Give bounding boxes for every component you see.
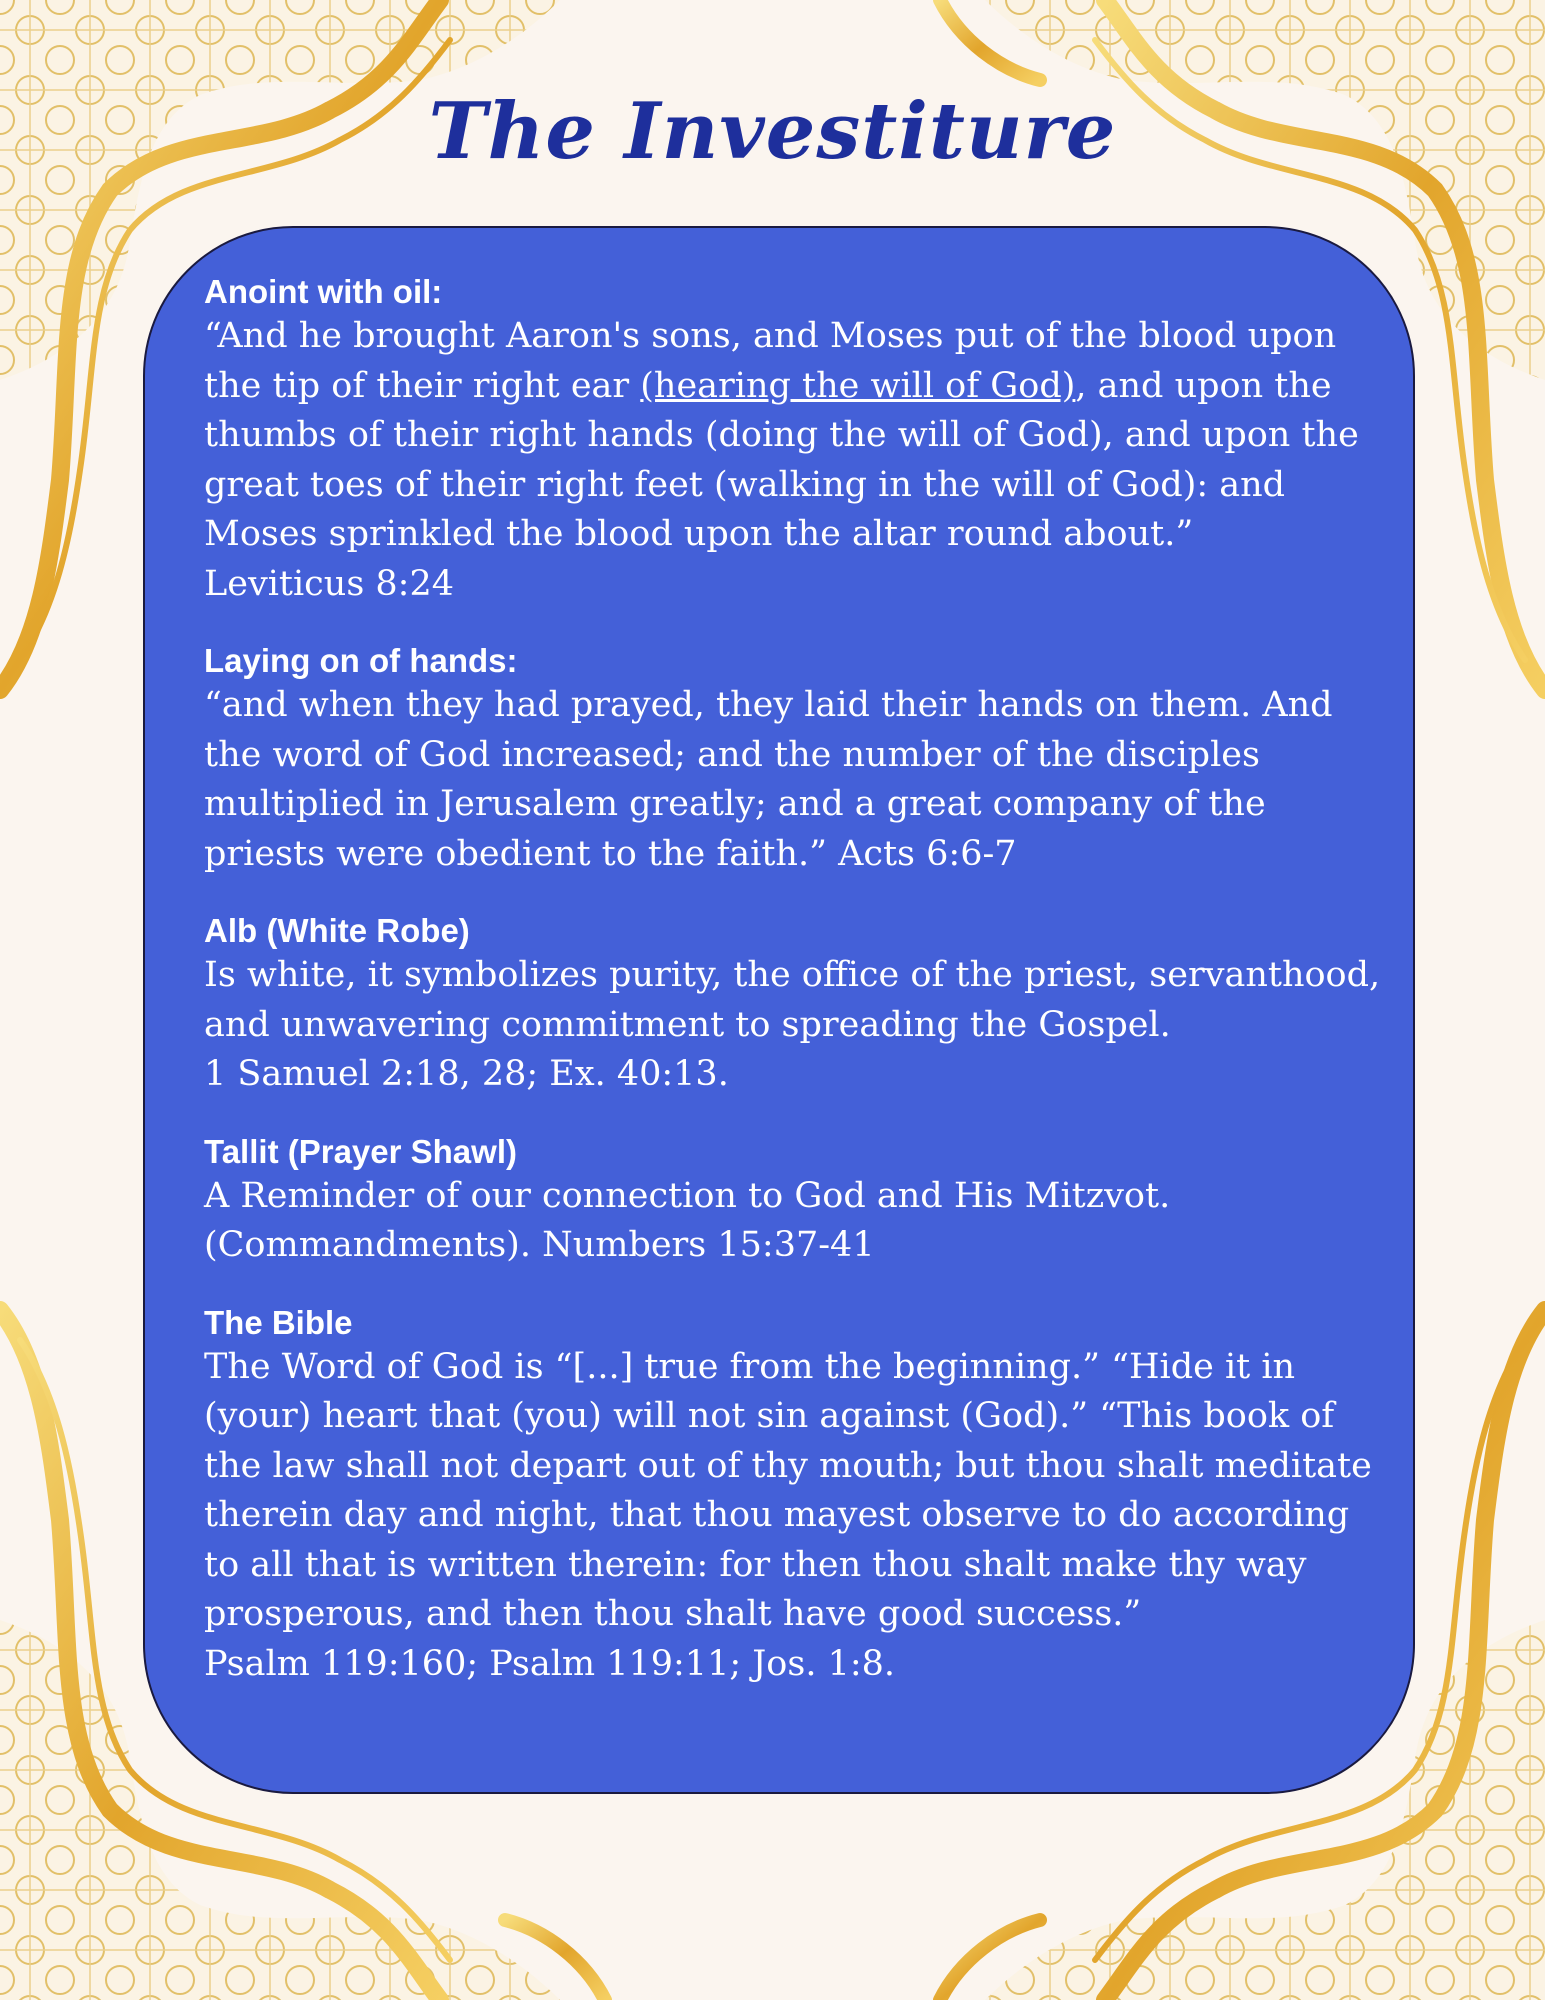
section-heading: Tallit (Prayer Shawl) bbox=[204, 1132, 517, 1170]
section-heading: Laying on of hands: bbox=[204, 642, 518, 679]
section-the-bible bbox=[204, 1303, 1384, 1690]
section-alb bbox=[204, 911, 1384, 1100]
section-text: Is white, it symbolizes purity, the office of the priest, servanthood, and unwavering commitment to spreading the Gospel. bbox=[204, 955, 1381, 1045]
page-title: The Investiture bbox=[428, 86, 1117, 177]
section-tallit bbox=[204, 1132, 1384, 1271]
text-part: , and upon the thumbs of their right hands (doing the will of God), and upon the great toes of their right feet (walking in the will of God): and Moses sprinkled the blood upon the altar round about.” bbox=[204, 365, 1359, 554]
section-reference: Leviticus 8:24 bbox=[204, 563, 455, 604]
section-laying-on-of-hands bbox=[204, 641, 1384, 879]
section-text bbox=[204, 312, 1384, 560]
section-heading: The Bible bbox=[204, 1303, 353, 1341]
section-reference: 1 Samuel 2:18, 28; Ex. 40:13. bbox=[204, 1054, 729, 1094]
section-text: A Reminder of our connection to God and His Mitzvot. (Commandments). Numbers 15:37-41 bbox=[204, 1175, 1171, 1265]
section-text: The Word of God is “[...] true from the beginning.” “Hide it in (your) heart that (you) will not sin against (God).” “This book of the law shall not depart out of thy mouth; but thou shalt meditate therein day and night, that thou mayest observe to do according to all that is written therein: for then thou shalt make thy way prosperous, and then thou shalt have good success.” bbox=[204, 1346, 1372, 1634]
text-part: “And he brought Aaron's sons, and Moses put of the blood upon the tip of their right ear bbox=[204, 316, 1337, 406]
content bbox=[204, 272, 1384, 1721]
section-anoint-with-oil bbox=[204, 272, 1384, 609]
underlined-text: (hearing the will of God) bbox=[640, 365, 1076, 406]
section-text: “and when they had prayed, they laid their hands on them. And the word of God increased; and the number of the disciples multiplied in Jerusalem greatly; and a great company of the priests were obedient to the faith.” Acts 6:6-7 bbox=[204, 685, 1333, 874]
section-heading: Alb (White Robe) bbox=[204, 912, 470, 949]
section-heading: Anoint with oil: bbox=[204, 273, 443, 310]
section-reference: Psalm 119:160; Psalm 119:11; Jos. 1:8. bbox=[204, 1643, 896, 1684]
